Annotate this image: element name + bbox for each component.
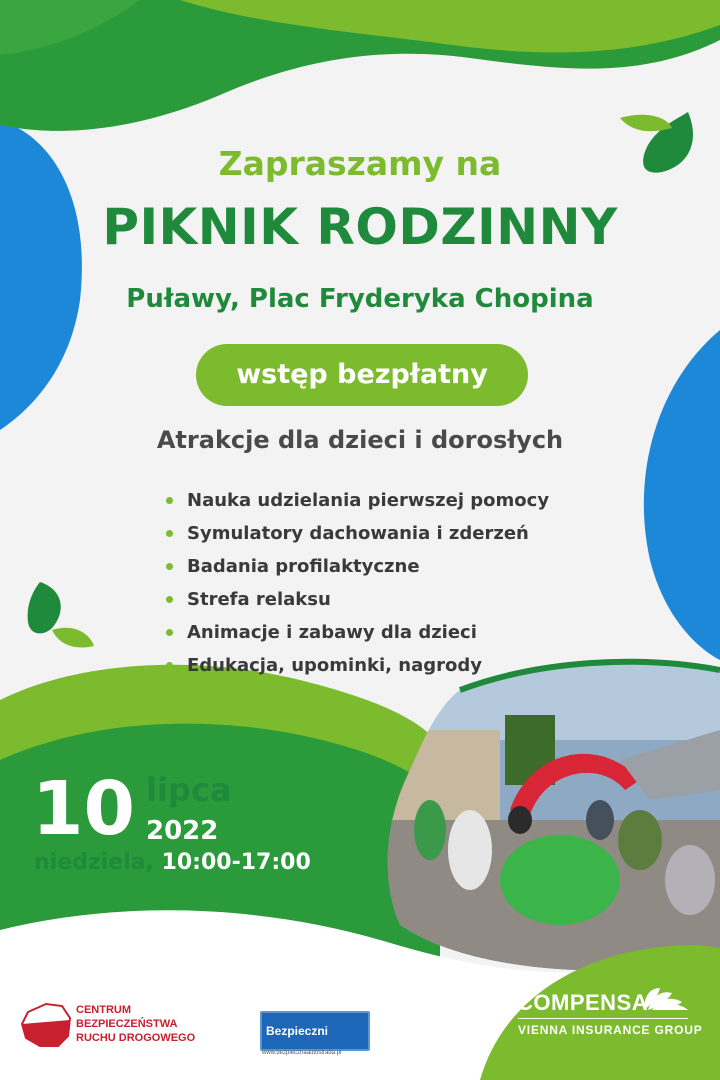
cbrd-line2: BEZPIECZEŃSTWA bbox=[76, 1018, 178, 1030]
blue-right-shape bbox=[644, 330, 720, 660]
list-item bbox=[166, 517, 586, 550]
list-item bbox=[166, 616, 586, 649]
cbrd-line1: CENTRUM bbox=[76, 1004, 131, 1016]
date-year: 2022 bbox=[146, 816, 219, 846]
bullet-icon bbox=[166, 596, 173, 603]
date-time bbox=[34, 852, 311, 874]
attractions-heading: Atrakcje dla dzieci i dorosłych bbox=[156, 426, 564, 454]
compensa-logo-text: COMPENSA bbox=[517, 990, 649, 1015]
list-item bbox=[166, 550, 586, 583]
list-item bbox=[166, 583, 586, 616]
list-item-label: Edukacja, upominki, nagrody bbox=[187, 655, 482, 676]
list-item-label: Badania profilaktyczne bbox=[187, 556, 420, 577]
bullet-icon bbox=[166, 563, 173, 570]
list-item-label: Animacje i zabawy dla dzieci bbox=[187, 622, 477, 643]
weekday: niedziela, bbox=[34, 850, 154, 875]
list-item-label: Nauka udzielania pierwszej pomocy bbox=[187, 490, 550, 511]
compensa-divider bbox=[518, 1018, 688, 1019]
date-day: 10 bbox=[32, 766, 135, 852]
list-item bbox=[166, 649, 586, 682]
date-month: lipca bbox=[146, 771, 232, 809]
cbrd-line3: RUCHU DROGOWEGO bbox=[76, 1032, 196, 1044]
event-photo bbox=[380, 650, 720, 970]
list-item bbox=[166, 484, 586, 517]
event-title: PIKNIK RODZINNY bbox=[102, 198, 618, 256]
bezpieczni-url: www.bezpiecznaautostrada.pl bbox=[262, 1050, 342, 1056]
attractions-list bbox=[166, 484, 586, 682]
list-item-label: Strefa relaksu bbox=[187, 589, 331, 610]
bullet-icon bbox=[166, 662, 173, 669]
list-item-label: Symulatory dachowania i zderzeń bbox=[187, 523, 529, 544]
cbrd-logo-text bbox=[76, 1003, 195, 1045]
bullet-icon bbox=[166, 629, 173, 636]
intro-text: Zapraszamy na bbox=[218, 144, 502, 183]
hours: 10:00-17:00 bbox=[161, 850, 311, 875]
event-location: Puławy, Plac Fryderyka Chopina bbox=[126, 284, 594, 314]
free-entry-text: wstęp bezpłatny bbox=[236, 359, 488, 390]
leaf-icon-left bbox=[28, 582, 94, 647]
bullet-icon bbox=[166, 530, 173, 537]
compensa-group-text: VIENNA INSURANCE GROUP bbox=[518, 1023, 703, 1037]
bezpieczni-logo-text: Bezpieczni bbox=[265, 1024, 328, 1038]
bullet-icon bbox=[166, 497, 173, 504]
